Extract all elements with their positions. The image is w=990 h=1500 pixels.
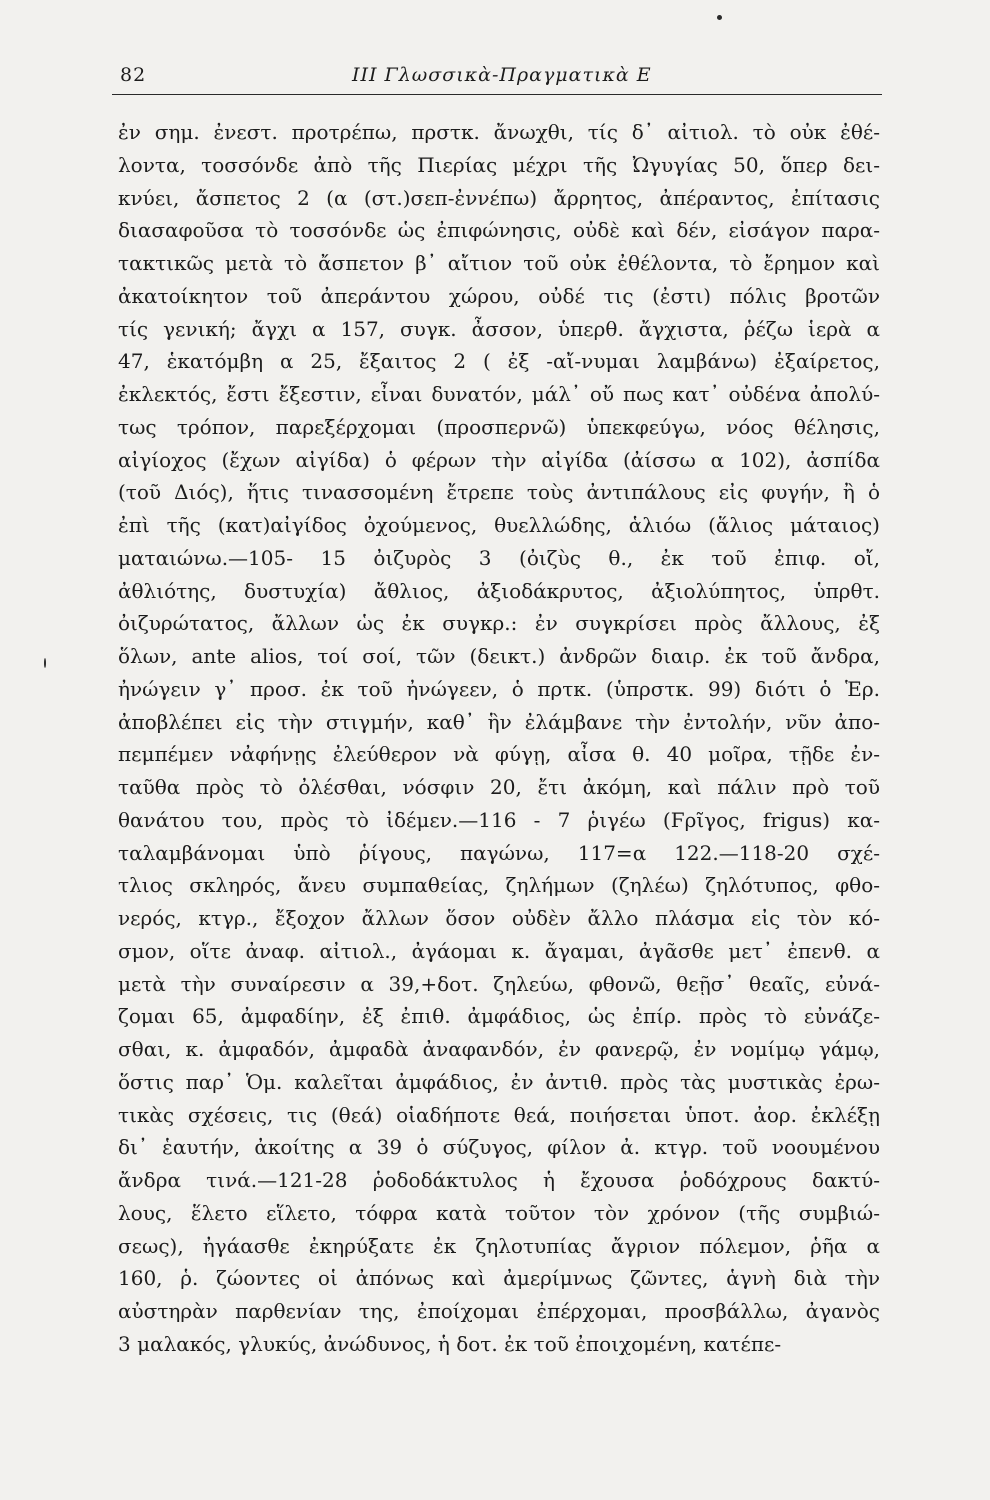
text-line: τίς γενική; ἄγχι α 157, συγκ. ἆσσον, ὑπερθ. ἄγχιστα, ῥέζω ἱερὰ α [118,316,880,341]
text-line: (τοῦ Διός), ἥτις τινασσομένη ἔτρεπε τοὺς ἀντιπάλους εἰς φυγήν, ἢ ὁ [118,480,880,505]
text-line: αὐστηρὰν παρθενίαν της, ἐποίχομαι ἐπέρχομαι, προσβάλλω, ἀγανὸς [118,1299,880,1323]
text-line: σμον, οἵτε ἀναφ. αἰτιολ., ἀγάομαι κ. ἄγαμαι, ἀγᾶσθε μετ᾽ ἐπενθ. α [118,938,880,963]
text-line: πεμπέμεν νἀφήνῃς ἐλεύθερον νὰ φύγῃ, αἶσα θ. 40 μοῖρα, τῇδε ἐν- [118,742,880,767]
text-line: λοντα, τοσσόνδε ἀπὸ τῆς Πιερίας μέχρι τῆς Ὠγυγίας 50, ὅπερ δει- [118,152,880,177]
text-line: ὅλων, ante alios, τοί σοί, τῶν (δεικτ.) ἀνδρῶν διαιρ. ἐκ τοῦ ἄνδρα, [118,644,880,668]
text-line: 3 μαλακός, γλυκύς, ἀνώδυνος, ἡ δοτ. ἐκ τοῦ ἐποιχομένη, κατέπε- [118,1331,782,1356]
text-line: ἀποβλέπει εἰς τὴν στιγμήν, καθ᾽ ἣν ἐλάμβανε τὴν ἐντολήν, νῦν ἀπο- [118,709,880,734]
text-line: ἀκατοίκητον τοῦ ἀπεράντου χώρου, οὐδέ τις (ἐστι) πόλις βροτῶν [118,283,880,308]
text-line: δι᾽ ἑαυτήν, ἀκοίτης α 39 ὁ σύζυγος, φίλον ἀ. κτγρ. τοῦ νοουμένου [118,1135,880,1160]
text-line: ὅστις παρ᾽ Ὁμ. καλεῖται ἀμφάδιος, ἐν ἀντιθ. πρὸς τὰς μυστικὰς ἐρω- [118,1069,880,1094]
text-line: ἐκλεκτός, ἔστι ἔξεστιν, εἶναι δυνατόν, μάλ᾽ οὔ πως κατ᾽ οὐδένα ἀπολύ- [118,382,880,406]
text-line: ἐπὶ τῆς (κατ)αἰγίδος ὀχούμενος, θυελλώδης, ἁλιόω (ἅλιος μάταιος) [118,513,880,537]
text-line: ἐν σημ. ἐνεστ. προτρέπω, πρστκ. ἄνωχθι, τίς δ᾽ αἰτιολ. τὸ οὐκ ἐθέ- [118,120,880,144]
text-line: ἄνδρα τινά.—121-28 ῥοδοδάκτυλος ἡ ἔχουσα ῥοδόχρους δακτύ- [118,1168,880,1192]
text-line: μετὰ τὴν συναίρεσιν α 39,+δοτ. ζηλεύω, φθονῶ, θεῇσ᾽ θεαῖς, εὐνά- [118,971,880,996]
text-line: ἀθλιότης, δυστυχία) ἄθλιος, ἀξιοδάκρυτος, ἀξιολύπητος, ὑπρθτ. [118,578,880,603]
text-line: 160, ῥ. ζώοντες οἱ ἀπόνως καὶ ἀμερίμνως ζῶντες, ἁγνὴ διὰ τὴν [118,1266,880,1291]
text-line: ζομαι 65, ἀμφαδίην, ἐξ ἐπιθ. ἀμφάδιος, ὡς ἐπίρ. πρὸς τὸ εὐνάζε- [118,1004,880,1029]
print-speck [44,658,46,668]
text-line: λους, ἕλετο εἵλετο, τόφρα κατὰ τοῦτον τὸν χρόνον (τῆς συμβιώ- [118,1200,880,1225]
text-line: 47, ἑκατόμβη α 25, ἔξαιτος 2 ( ἐξ -αἴ-νυμαι λαμβάνω) ἐξαίρετος, [118,349,880,374]
text-line: τως τρόπον, παρεξέρχομαι (προσπερνῶ) ὑπεκφεύγω, νόος θέλησις, [118,414,880,439]
text-line: αἰγίοχος (ἔχων αἰγίδα) ὁ φέρων τὴν αἰγίδα (ἀίσσω α 102), ἀσπίδα [118,447,880,472]
text-line: θανάτου του, πρὸς τὸ ἰδέμεν.—116 - 7 ῥιγέω (Ϝρῖγος, frigus) κα- [118,807,880,832]
text-line: ταῦθα πρὸς τὸ ὀλέσθαι, νόσφιν 20, ἔτι ἀκόμη, καὶ πάλιν πρὸ τοῦ [118,775,880,799]
text-line: ἠνώγειν γ᾽ προσ. ἐκ τοῦ ἠνώγεεν, ὁ πρτκ. (ὑπρστκ. 99) διότι ὁ Ἑρ. [118,676,880,701]
page-header [112,64,882,95]
print-speck [717,15,722,20]
text-line: τακτικῶς μετὰ τὸ ἄσπετον β᾽ αἴτιον τοῦ οὐκ ἐθέλοντα, τὸ ἔρημον καὶ [118,251,880,275]
text-line: τικὰς σχέσεις, τις (θεά) οἱαδήποτε θεά, ποιήσεται ὑποτ. ἀορ. ἐκλέξῃ [118,1102,880,1127]
text-line: ταλαμβάνομαι ὑπὸ ῥίγους, παγώνω, 117=α 122.—118-20 σχέ- [118,840,880,865]
text-line: σεως), ἠγάασθε ἐκηρύξατε ἐκ ζηλοτυπίας ἄγριον πόλεμον, ῥῆα α [118,1233,880,1258]
page-number: 82 [120,64,147,86]
text-line: ματαιώνω.—105- 15 ὀιζυρὸς 3 (ὀιζὺς θ., ἐκ τοῦ ἐπιφ. οἴ, [118,545,880,570]
commentary-text [118,116,880,1476]
text-line: ὀιζυρώτατος, ἄλλων ὡς ἐκ συγκρ.: ἐν συγκρίσει πρὸς ἄλλους, ἐξ [118,611,880,636]
text-line: σθαι, κ. ἀμφαδόν, ἀμφαδὰ ἀναφανδόν, ἐν φανερῷ, ἐν νομίμῳ γάμῳ, [118,1037,880,1061]
text-line: διασαφοῦσα τὸ τοσσόνδε ὡς ἐπιφώνησις, οὐδὲ καὶ δέν, εἰσάγον παρα- [118,218,880,243]
running-title: ΙΙΙ Γλωσσικὰ-Πραγματικὰ Ε [352,64,652,86]
text-line: νερός, κτγρ., ἔξοχον ἄλλων ὅσον οὐδὲν ἄλλο πλάσμα εἰς τὸν κό- [118,906,880,930]
text-line: τλιος σκληρός, ἄνευ συμπαθείας, ζηλήμων (ζηλέω) ζηλότυπος, φθο- [118,873,880,898]
text-line: κνύει, ἄσπετος 2 (α (στ.)σεπ-ἐννέπω) ἄρρητος, ἀπέραντος, ἐπίτασις [118,185,880,210]
